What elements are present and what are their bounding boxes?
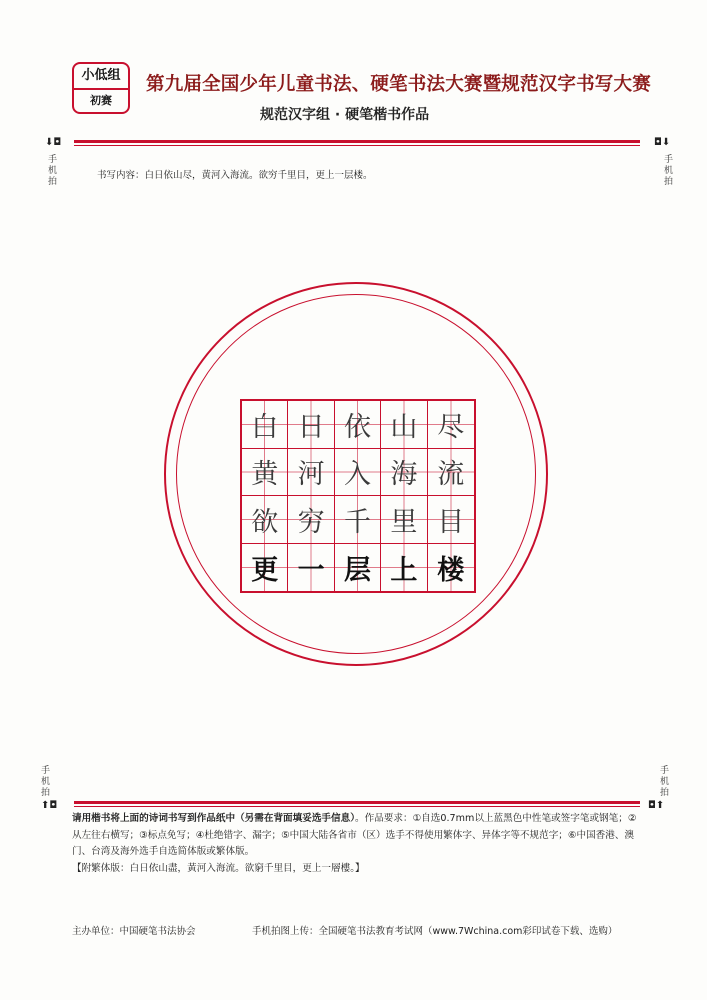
writing-grid [240, 399, 476, 593]
grid-character: 黄 [251, 459, 279, 491]
writing-content: 书写内容：白日依山尽，黄河入海流。欲穷千里目，更上一层楼。 [97, 170, 373, 181]
phone-shoot-label: 手机拍 [39, 765, 49, 798]
grid-character: 上 [390, 554, 418, 586]
grid-character: 一 [297, 554, 325, 586]
grid-character: 欲 [251, 506, 279, 538]
grid-character: 流 [437, 459, 465, 491]
phone-shoot-label: 手机拍 [46, 154, 56, 187]
grid-character: 里 [390, 506, 418, 538]
page-subtitle: 规范汉字组 · 硬笔楷书作品 [260, 107, 430, 123]
stage-label: 初赛 [90, 94, 112, 107]
grid-character: 日 [297, 411, 325, 443]
phone-shoot-label: 手机拍 [658, 765, 668, 798]
grid-cell [428, 449, 474, 497]
organizer: 主办单位：中国硬笔书法协会 [72, 926, 196, 937]
grid-character: 目 [437, 506, 465, 538]
top-divider [74, 140, 640, 146]
grid-character: 山 [390, 411, 418, 443]
grid-character: 入 [343, 459, 371, 491]
grid-character: 千 [343, 506, 371, 538]
instructions [72, 811, 642, 877]
traditional-version: 【附繁体版：白日依山盡，黃河入海流。欲窮千里目，更上一層樓。】 [72, 862, 365, 874]
camera-icon: ⬆◘ [41, 800, 58, 811]
grid-cell [335, 496, 381, 544]
grid-cell [288, 544, 334, 592]
grid-character: 尽 [437, 411, 465, 443]
grid-character: 白 [251, 411, 279, 443]
grid-cell [428, 496, 474, 544]
grid-character: 更 [251, 554, 279, 586]
grid-cell [381, 449, 427, 497]
grid-cell [381, 401, 427, 449]
grid-cell [242, 496, 288, 544]
grid-cell [288, 496, 334, 544]
grid-cell [242, 401, 288, 449]
phone-shoot-label: 手机拍 [662, 154, 672, 187]
grid-character: 河 [297, 459, 325, 491]
grid-cell [428, 544, 474, 592]
instructions-lead: 请用楷书将上面的诗词书写到作品纸中（另需在背面填妥选手信息） [72, 813, 356, 824]
grid-cell [288, 401, 334, 449]
grid-character: 海 [390, 459, 418, 491]
upload-info: 手机拍图上传：全国硬笔书法教育考试网（www.7Wchina.com彩印试卷下载、选购） [252, 926, 618, 937]
camera-icon: ⬇◘ [45, 137, 62, 148]
grid-cell [335, 544, 381, 592]
camera-icon: ◘⬇ [654, 137, 671, 148]
grid-cell [288, 449, 334, 497]
grid-character: 层 [343, 554, 371, 586]
bottom-divider [74, 801, 640, 807]
grid-character: 依 [343, 411, 371, 443]
grid-cell [381, 496, 427, 544]
group-label: 小低组 [74, 64, 128, 90]
page-title: 第九届全国少年儿童书法、硬笔书法大赛暨规范汉字书写大赛 [146, 74, 651, 95]
grid-cell [335, 401, 381, 449]
grid-character: 穷 [297, 506, 325, 538]
grid-cell [242, 544, 288, 592]
grid-character: 楼 [437, 554, 465, 586]
grid-cell [381, 544, 427, 592]
instructions-body: 。作品要求：①自选0.7mm以上蓝黑色中性笔或签字笔或钢笔；②从左往右横写；③标点免写；④杜绝错字、漏字；⑤中国大陆各省市（区）选手不得使用繁体字、异体字等不规范字；⑥中国香港、澳门、台湾及海外选手自选简体版或繁体版。 [72, 813, 637, 857]
group-badge [72, 62, 130, 114]
grid-cell [242, 449, 288, 497]
grid-cell [428, 401, 474, 449]
grid-cell [335, 449, 381, 497]
camera-icon: ◘⬆ [648, 800, 665, 811]
